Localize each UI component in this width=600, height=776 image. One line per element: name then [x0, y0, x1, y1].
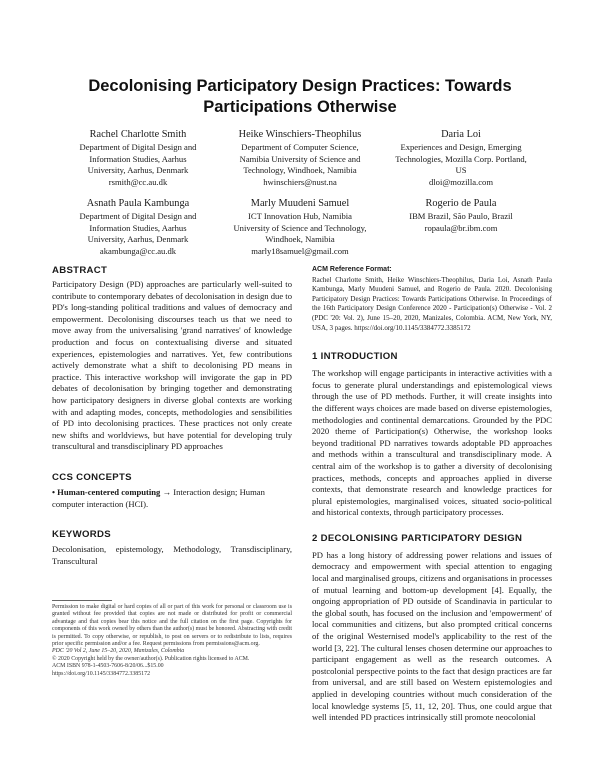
author-affiliation: University, Aarhus, Denmark	[87, 234, 189, 245]
introduction-text: The workshop will engage participants in interactive activities with a focus to generate plural understandings and epistemological views through the use of PD methods. Further, it will create insights into the different ways choices are made based on diverse epistemologies, methodologies and continental demarcations. Grounded by the PDC 2020 theme of Participation(s) Otherwise, the workshop looks beyond traditional PD narratives towards adoptable PD approaches and methods within a transcultural and transdisciplinary mode. A central aim of the workshop is to gather a diversity of decolonising practices, methods, concepts and approaches applied in diverse contexts, that demonstrate research and knowledge practices for plural epistemologies, marginalised voices, situated socio-political and historical contexts, through participatory processes.	[312, 368, 552, 518]
keywords-text: Decolonisation, epistemology, Methodology, Transdisciplinary, Transcultural	[52, 544, 292, 566]
author-affiliation: ICT Innovation Hub, Namibia	[248, 211, 352, 221]
author-block	[372, 197, 550, 234]
author-email: marly18samuel@gmail.com	[251, 245, 349, 256]
footnote-rule	[52, 600, 112, 601]
section2-text: PD has a long history of addressing power relations and issues of democracy and empowerment with special attention to engaging local and marginalised groups, citizens and organisations in processes of mutual learning and bottom-up development [4]. Equally, the ongoing appropriation of PD outside of Scandinavia in particular to the global south, has focused on the inclusion and 'empowerment' of local communities and citizens, but also prompted critical concerns of the original Westernised model's applicability to the rest of the world [3, 22]. The cultural lenses chosen determine our approaches to participant engagement as well as the research outcomes. A postcolonial perspective points to the fact that design practices are far from universal, and are still based on Western epistemologies and applied in developing countries without much consideration of the local knowledge systems [5, 11, 12, 20]. Thus, one could argue that well intended PD practices intrinsically still promote neocolonial	[312, 549, 553, 723]
author-affiliation: Windhoek, Namibia	[265, 234, 335, 245]
section2-heading: 2 DECOLONISING PARTICIPATORY DESIGN	[312, 532, 523, 544]
ccs-bullet: • Human-centered computing	[52, 486, 161, 497]
author-affiliation: Experiences and Design, Emerging	[400, 142, 522, 152]
author-affiliation: Namibia University of Science and	[239, 153, 361, 164]
permission-notice: Permission to make digital or hard copies of all or part of this work for personal or classroom use is granted without fee provided that copies are not made or distributed for profit or commercial advantage and that copies bear this notice and the full citation on the first page. Copyrights for components of this work owned by others than the author(s) must be honored. Abstracting with credit is permitted. To copy otherwise, or republish, to post on servers or to redistribute to lists, requires prior specific permission and/or a fee. Request permissions from permissions@acm.org.	[52, 604, 292, 648]
abstract-heading: ABSTRACT	[52, 265, 108, 276]
author-affiliation: Department of Digital Design and	[79, 142, 197, 152]
author-block	[53, 128, 223, 188]
paper-title: Decolonising Participatory Design Practices: Towards Participations Otherwise	[88, 77, 512, 116]
copyright-line: © 2020 Copyright held by the owner/author(s). Publication rights licensed to ACM.	[52, 655, 250, 662]
author-affiliation: Technology, Windhoek, Namibia	[243, 165, 357, 176]
author-name: Marly Muudeni Samuel	[250, 198, 350, 209]
author-name: Daria Loi	[441, 129, 481, 140]
ccs-heading: CCS CONCEPTS	[52, 471, 132, 483]
abstract-text: Participatory Design (PD) approaches are particularly well-suited to contribute to contemporary debates of decolonisation in design due to PD's long-standing political traditions and values of democracy and empowerment. Decolonising discourses teach us that we need to move away from the universalising 'grand narratives' of knowledge production and focus on contextualising diverse and situated experiences, epistemologies and narratives. Yet, few contributions actively demonstrate what a shift to decolonising PD means in practice. This interactive workshop will invigorate the gap in PD debates of decolonisation by bringing together and demonstrating how participatory designers in diverse global contexts are working with and adapting modes, concepts, methodologies and sensibilities of PD into decolonising practices. These practices not only create new shifts and worldviews, but have potential for developing truly transcultural and transdisciplinary PD approaches	[52, 279, 292, 452]
ccs-text	[52, 487, 292, 510]
author-block	[53, 197, 223, 257]
author-name: Rogerio de Paula	[425, 198, 497, 209]
author-email: ropaula@br.ibm.com	[424, 222, 498, 233]
author-name: Asnath Paula Kambunga	[86, 198, 190, 209]
ccs-detail: → Interaction design; Human computer interaction (HCI).	[52, 486, 265, 509]
author-block	[215, 128, 385, 188]
keywords-heading: KEYWORDS	[52, 529, 111, 541]
introduction-heading: 1 INTRODUCTION	[312, 351, 398, 363]
author-block	[372, 128, 550, 188]
author-affiliation: Department of Computer Science,	[241, 142, 359, 152]
author-block	[215, 197, 385, 257]
author-affiliation: University, Aarhus, Denmark	[87, 165, 189, 176]
author-affiliation: Information Studies, Aarhus	[89, 153, 187, 164]
author-affiliation: Technologies, Mozilla Corp. Portland,	[395, 153, 527, 164]
right-column	[312, 265, 552, 724]
acm-reference-label: ACM Reference Format:	[312, 266, 392, 273]
doi-link[interactable]: https://doi.org/10.1145/3384772.3385172	[52, 670, 151, 677]
author-affiliation: IBM Brazil, São Paulo, Brazil	[409, 211, 513, 221]
author-email: hwinschiers@nust.na	[263, 176, 337, 187]
copyright-footer	[52, 604, 292, 678]
acm-reference-text: Rachel Charlotte Smith, Heike Winschiers-Theophilus, Daria Loi, Asnath Paula Kambunga, Marly Muudeni Samuel, and Rogerio de Paula. 2020. Decolonising Participatory Design Practices: Towards Participations Otherwise. In Proceedings of the 16th Participatory Design Conference 2020 - Participation(s) Otherwise - Vol. 2 (PDC '20: Vol. 2), June 15–20, 2020, Manizales, Colombia. ACM, New York, NY, USA, 3 pages. https://doi.org/10.1145/3384772.3385172	[312, 275, 552, 332]
author-name: Heike Winschiers-Theophilus	[238, 129, 362, 140]
author-affiliation: US	[455, 165, 467, 176]
acm-reference	[312, 265, 552, 333]
isbn-line: ACM ISBN 978-1-4503-7606-8/20/06...$15.00	[52, 663, 164, 670]
author-email: dloi@mozilla.com	[429, 176, 493, 187]
author-email: akambunga@cc.au.dk	[99, 245, 177, 256]
author-email: rsmith@cc.au.dk	[108, 176, 168, 187]
author-name: Rachel Charlotte Smith	[89, 129, 187, 140]
author-affiliation: Information Studies, Aarhus	[89, 222, 187, 233]
author-affiliation: Department of Digital Design and	[79, 211, 197, 221]
author-affiliation: University of Science and Technology,	[233, 222, 367, 233]
left-column	[52, 265, 292, 567]
conference-info: PDC '20 Vol 2, June 15–20, 2020, Manizales, Colombia	[52, 648, 185, 655]
